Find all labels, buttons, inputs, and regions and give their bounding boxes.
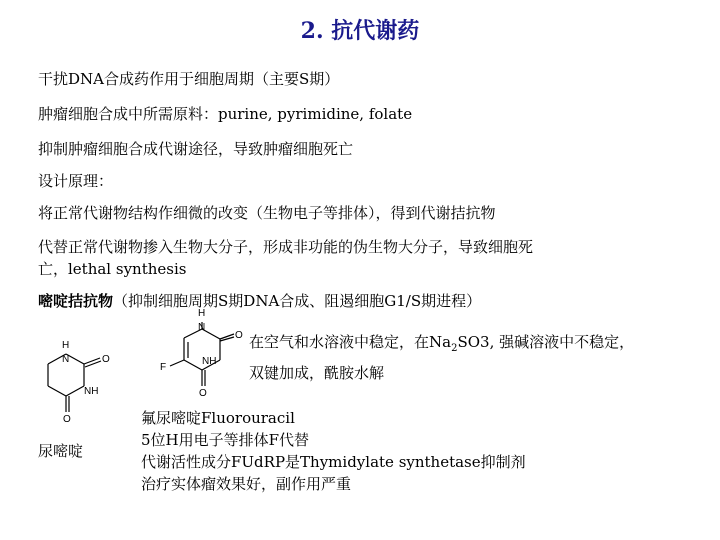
text-line-3: 抑制肿瘤细胞合成代谢途径，导致肿瘤细胞死亡: [38, 140, 354, 158]
info-line-2: 5位H用电子等排体F代替: [141, 431, 310, 449]
stability-line-1: [249, 330, 634, 361]
slide-title: 2. 抗代谢药: [300, 18, 420, 44]
section-heading-bold: 嘧啶拮抗物: [38, 292, 114, 310]
text-line-4: 设计原理：: [38, 172, 114, 190]
atom-o2-label: O: [235, 330, 243, 341]
info-line-3: 代谢活性成分FUdRP是Thymidylate synthetase抑制剂: [141, 453, 526, 471]
atom-h-label: H: [198, 308, 206, 319]
uracil-h-label: H: [62, 340, 70, 351]
section-heading: [38, 290, 481, 312]
stability-subscript: 2: [451, 343, 458, 354]
text-line-6a: 代替正常代谢物掺入生物大分子，形成非功能的伪生物大分子，导致细胞死: [38, 238, 534, 256]
atom-n1-label: N: [198, 322, 206, 333]
uracil-nh-label: NH: [84, 386, 99, 397]
text-line-6: [38, 236, 533, 280]
stability-line-2: 双键加成，酰胺水解: [249, 364, 385, 382]
text-line-1: 干扰DNA合成药作用于细胞周期（主要S期）: [38, 70, 340, 88]
atom-f-label: F: [160, 362, 167, 373]
fluorouracil-info: [141, 407, 526, 495]
text-line-5: 将正常代谢物结构作细微的改变（生物电子等排体），得到代谢拮抗物: [38, 204, 496, 222]
uracil-o2-label: O: [102, 354, 110, 365]
atom-o4-label: O: [199, 388, 207, 399]
stability-part-a: 在空气和水溶液中稳定，在Na: [249, 333, 452, 351]
stability-text: [249, 330, 634, 385]
section-heading-rest: （抑制细胞周期S期DNA合成、阻遏细胞G1/S期进程）: [113, 292, 482, 310]
text-line-6b: 亡，lethal synthesis: [38, 260, 187, 278]
info-line-1: 氟尿嘧啶Fluorouracil: [141, 409, 295, 427]
text-line-2: 肿瘤细胞合成中所需原料：purine, pyrimidine, folate: [38, 105, 413, 123]
uracil-label: 尿嘧啶: [38, 442, 84, 460]
stability-part-b: SO3, 强碱溶液中不稳定，: [457, 333, 635, 351]
fluorouracil-structure: [140, 308, 250, 403]
uracil-n-label: N: [62, 354, 70, 365]
info-line-4: 治疗实体瘤效果好，副作用严重: [141, 475, 352, 493]
uracil-o4-label: O: [63, 414, 71, 425]
uracil-structure: [34, 340, 144, 430]
atom-nh-label: NH: [202, 356, 217, 367]
